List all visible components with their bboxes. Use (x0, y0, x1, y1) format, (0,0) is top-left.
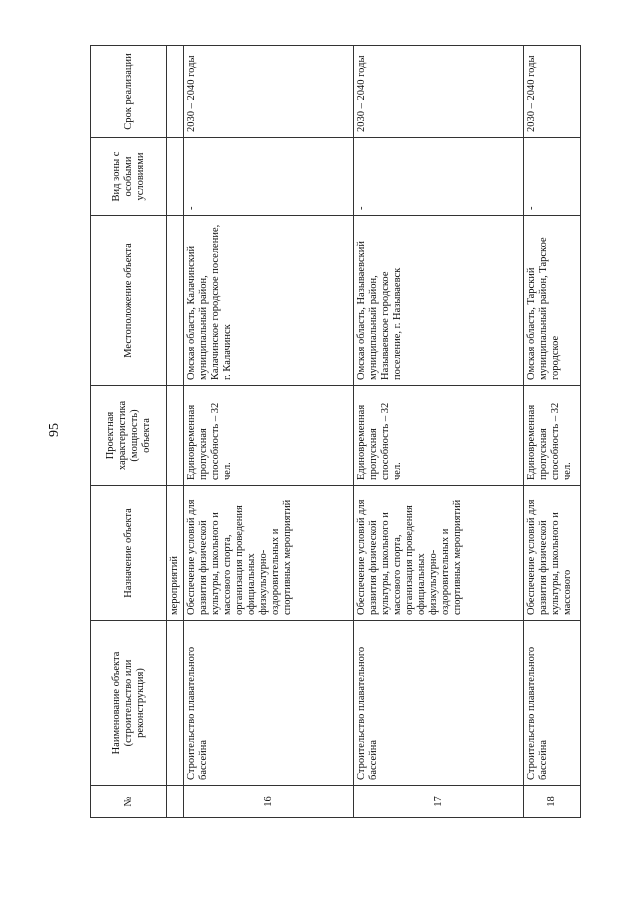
row-purpose: Обеспечение условий для развития физической культуры, школьного и массового спорта, организация проведения официальных физкультурно-оздоровительных и спортивных мероприятий (354, 486, 524, 621)
row-zone: - (354, 138, 524, 216)
table-row (184, 46, 354, 818)
row-zone: - (184, 138, 354, 216)
table-row (524, 46, 581, 818)
cont-capacity (167, 386, 184, 486)
row-num: 16 (184, 786, 354, 818)
row-location: Омская область, Тарский муниципальный район, Тарское городское (524, 216, 581, 386)
row-capacity: Единовременная пропускная способность – 32 чел. (354, 386, 524, 486)
objects-table (90, 45, 581, 818)
cont-zone (167, 138, 184, 216)
row-location: Омская область, Калачинский муниципальный район, Калачинское городское поселение, г. Калачинск (184, 216, 354, 386)
header-purpose: Назначение объекта (91, 486, 167, 621)
row-purpose: Обеспечение условий для развития физической культуры, школьного и массового (524, 486, 581, 621)
row-name: Строительство плавательного бассейна (354, 621, 524, 786)
cont-term (167, 46, 184, 138)
row-term: 2030 – 2040 годы (354, 46, 524, 138)
header-zone: Вид зоны с особыми условиями (91, 138, 167, 216)
row-capacity: Единовременная пропускная способность – 32 чел. (524, 386, 581, 486)
cont-num (167, 786, 184, 818)
continuation-row (167, 46, 184, 818)
cont-name (167, 621, 184, 786)
rotated-table-container (90, 46, 581, 818)
row-num: 17 (354, 786, 524, 818)
row-capacity: Единовременная пропускная способность – 32 чел. (184, 386, 354, 486)
row-name: Строительство плавательного бассейна (524, 621, 581, 786)
row-name: Строительство плавательного бассейна (184, 621, 354, 786)
row-location: Омская область, Называевский муниципальный район, Называевское городское поселение, г. Называевск (354, 216, 524, 386)
cont-purpose: мероприятий (167, 486, 184, 621)
table-row (354, 46, 524, 818)
header-num: № (91, 786, 167, 818)
row-zone: - (524, 138, 581, 216)
row-term: 2030 – 2040 годы (184, 46, 354, 138)
header-capacity: Проектная характеристика (мощность) объекта (91, 386, 167, 486)
row-purpose: Обеспечение условий для развития физической культуры, школьного и массового спорта, организация проведения официальных физкультурно-оздоровительных и спортивных мероприятий (184, 486, 354, 621)
cont-location (167, 216, 184, 386)
header-term: Срок реализации (91, 46, 167, 138)
header-name: Наименование объекта (строительство или реконструкция) (91, 621, 167, 786)
table-header-row (91, 46, 167, 818)
page-number: 95 (47, 423, 62, 437)
row-term: 2030 – 2040 годы (524, 46, 581, 138)
row-num: 18 (524, 786, 581, 818)
header-location: Местоположение объекта (91, 216, 167, 386)
